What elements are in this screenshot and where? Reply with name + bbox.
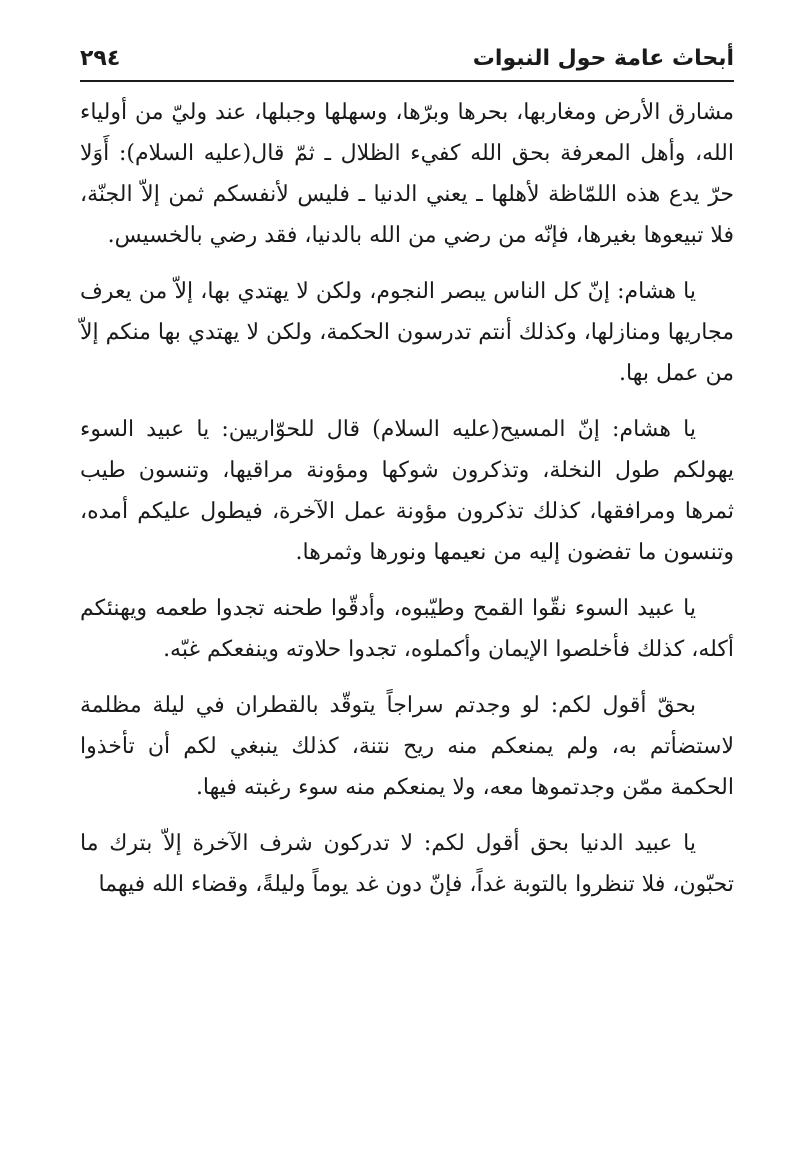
running-title: أبحاث عامة حول النبوات (472, 45, 734, 71)
running-header (80, 36, 734, 82)
paragraph-6: يا عبيد الدنيا بحق أقول لكم: لا تدركون شرف الآخرة إلاّ بترك ما تحبّون، فلا تنظروا بالتوبة غداً، فإنّ دون غد يوماً وليلةً، وقضاء الله فيهما (80, 831, 734, 897)
body-text (80, 92, 734, 920)
paragraph-2: يا هشام: إنّ كل الناس يبصر النجوم، ولكن لا يهتدي بها، إلاّ من يعرف مجاريها ومنازلها، وكذلك أنتم تدرسون الحكمة، ولكن لا يهتدي بها منكم إلاّ من عمل بها. (80, 279, 734, 386)
paragraph-3: يا هشام: إنّ المسيح(عليه السلام) قال للحوّاريين: يا عبيد السوء يهولكم طول النخلة، وتذكرون شوكها ومؤونة مراقيها، وتنسون طيب ثمرها ومرافقها، كذلك تذكرون مؤونة عمل الآخرة، فيطول عليكم أمده، وتنسون ما تفضون إليه من نعيمها ونورها وثمرها. (80, 417, 734, 565)
paragraph-5: بحقّ أقول لكم: لو وجدتم سراجاً يتوقّد بالقطران في ليلة مظلمة لاستضأتم به، ولم يمنعكم منه ريح نتنة، كذلك ينبغي لكم أن تأخذوا الحكمة ممّن وجدتموها معه، ولا يمنعكم منه سوء رغبته فيها. (80, 693, 734, 800)
paragraph-1: مشارق الأرض ومغاربها، بحرها وبرّها، وسهلها وجبلها، عند وليّ من أولياء الله، وأهل المعرفة بحق الله كفيء الظلال ـ ثمّ قال(عليه السلام): أَوَلا حرّ يدع هذه اللمّاظة لأهلها ـ يعني الدنيا ـ فليس لأنفسكم ثمن إلاّ الجنّة، فلا تبيعوها بغيرها، فإنّه من رضي من الله بالدنيا، فقد رضي بالخسيس. (80, 100, 734, 248)
paragraph-4: يا عبيد السوء نقّوا القمح وطيّبوه، وأدقّوا طحنه تجدوا طعمه ويهنئكم أكله، كذلك فأخلصوا الإيمان وأكملوه، تجدوا حلاوته وينفعكم غبّه. (80, 596, 734, 662)
page-number: ٢٩٤ (80, 45, 121, 71)
